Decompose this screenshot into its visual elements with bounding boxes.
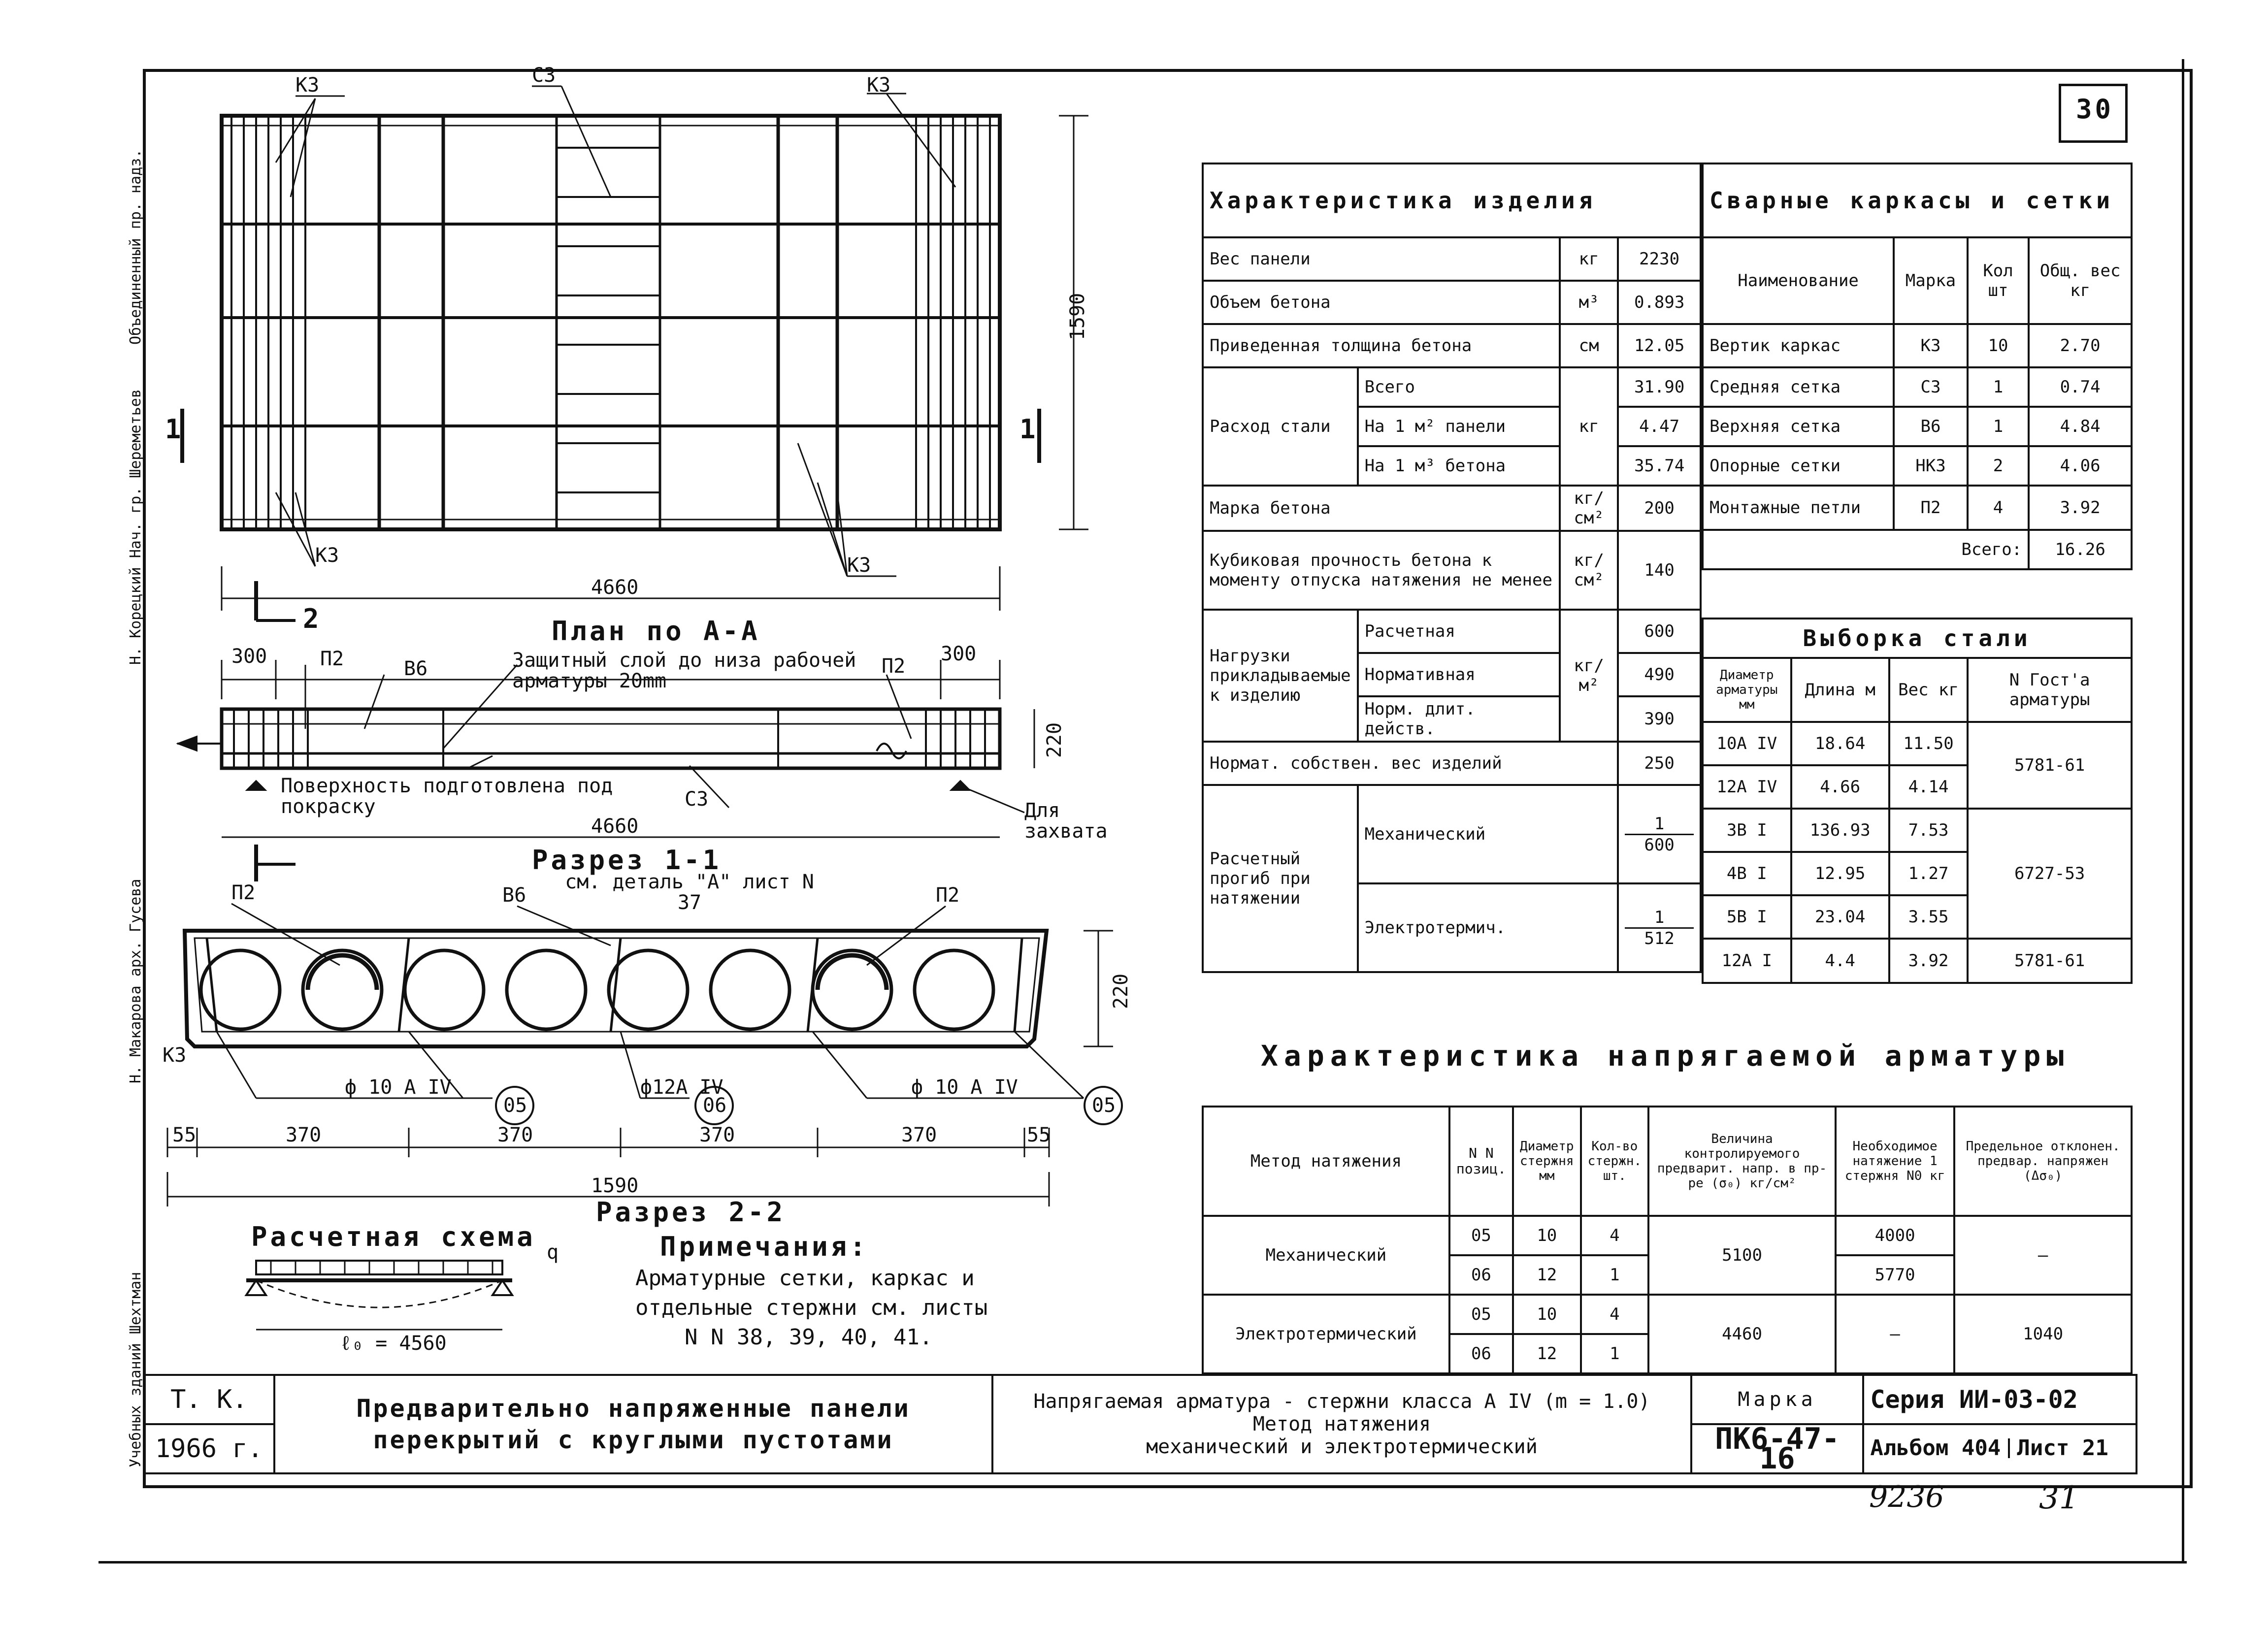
- steel-sel-cell: 4B I: [1703, 852, 1791, 895]
- cube-strength-unit: кг/см²: [1560, 531, 1618, 610]
- welded-cell: П2: [1894, 486, 1968, 530]
- steel-sel-header: Длина м: [1791, 658, 1889, 722]
- reduced-thickness-unit: см: [1560, 324, 1618, 367]
- stamp-desc: [992, 1375, 1691, 1473]
- welded-cell: 1: [1968, 367, 2029, 407]
- s22-dim-2: 370: [497, 1124, 533, 1146]
- stamp-handwritten-2: 31: [2039, 1480, 2079, 1516]
- panel-weight-unit: кг: [1560, 237, 1618, 281]
- calc-scheme-span: ℓ₀ = 4560: [340, 1332, 447, 1355]
- welded-cell: 4: [1968, 486, 2029, 530]
- tension-cell: 06: [1449, 1255, 1513, 1295]
- tension-dev: —: [1954, 1216, 2132, 1295]
- deflection-den: 600: [1644, 835, 1675, 855]
- deflection-row-value: [1618, 785, 1701, 883]
- steel-sel-cell: 3.55: [1889, 895, 1968, 939]
- tension-cell: 4000: [1836, 1216, 1954, 1255]
- tension-cell: 1: [1581, 1255, 1649, 1295]
- stamp-year: 1966 г.: [144, 1424, 274, 1473]
- tension-cell: 05: [1449, 1216, 1513, 1255]
- self-weight-value: 250: [1618, 742, 1701, 785]
- panel-weight-label: Вес панели: [1203, 237, 1560, 281]
- tension-header: Величина контролируемого предварит. напр. в пр-ре (σ₀) кг/см²: [1648, 1107, 1836, 1216]
- concrete-grade-unit: кг/см²: [1560, 486, 1618, 531]
- tension-method: Механический: [1203, 1216, 1449, 1295]
- sheet-number: 30: [2076, 94, 2114, 125]
- tension-cell: 10: [1513, 1216, 1581, 1255]
- cube-strength-value: 140: [1618, 531, 1701, 610]
- stamp-mark-label: Марка: [1691, 1375, 1864, 1424]
- tension-control: 5100: [1648, 1216, 1836, 1295]
- deflection-label: Расчетный прогиб при натяжении: [1203, 785, 1358, 972]
- s22-label-p2-left: П2: [231, 881, 256, 904]
- plan-section-mark-left: 1: [165, 414, 184, 445]
- tension-cell: 06: [1449, 1334, 1513, 1373]
- s11-protect-note: Защитный слой до низа рабочей арматуры 20mm: [512, 649, 856, 692]
- s22-dim-0: 55: [172, 1124, 197, 1146]
- welded-total-label: Всего:: [1703, 530, 2029, 569]
- side-text-bot: Учебных зданий Шехтман: [127, 1271, 144, 1467]
- steel-sel-cell: 5B I: [1703, 895, 1791, 939]
- s22-label-p2-right: П2: [936, 884, 960, 907]
- deflection-num: 1: [1625, 908, 1694, 929]
- tension-cell: —: [1836, 1295, 1954, 1373]
- s22-dim-height: 220: [1110, 973, 1133, 1010]
- side-text-mid: Н. Корецкий Нач. гр. Шереметьев: [127, 389, 144, 665]
- s22-label-b6: В6: [502, 884, 526, 907]
- stamp-album: Альбом 404: [1864, 1438, 2010, 1458]
- steel-sel-header: Вес кг: [1889, 658, 1968, 722]
- welded-cell: С3: [1894, 367, 1968, 407]
- stamp-title: [274, 1375, 992, 1473]
- s11-dim-left: 300: [231, 645, 267, 668]
- welded-table: [1702, 163, 2133, 570]
- welded-cell: НКЗ: [1894, 446, 1968, 486]
- loads-row-value: 490: [1618, 653, 1701, 696]
- reduced-thickness-label: Приведенная толщина бетона: [1203, 324, 1560, 367]
- tension-header: Диаметр стержня мм: [1513, 1107, 1581, 1216]
- steel-sel-cell: 18.64: [1791, 722, 1889, 765]
- plan-label-kz-left: КЗ: [296, 74, 320, 97]
- welded-cell: 10: [1968, 324, 2029, 367]
- plan-label-kz-bottom-right: КЗ: [847, 554, 871, 577]
- steel-sel-cell: 5781-61: [1968, 939, 2132, 983]
- plan-label-kz-bottom-left: КЗ: [315, 544, 339, 567]
- concrete-volume-value: 0.893: [1618, 281, 1701, 324]
- steel-sel-cell: 12.95: [1791, 852, 1889, 895]
- steel-sel-cell: 1.27: [1889, 852, 1968, 895]
- concrete-grade-value: 200: [1618, 486, 1701, 531]
- side-text-low: Н. Макарова арх. Гусева: [127, 879, 144, 1083]
- steel-sel-cell: 12А IV: [1703, 765, 1791, 809]
- welded-cell: Вертик каркас: [1703, 324, 1894, 367]
- tension-method: Электротермический: [1203, 1295, 1449, 1373]
- welded-cell: 1: [1968, 407, 2029, 446]
- calc-scheme-view: [246, 1261, 512, 1330]
- s22-dim-4: 370: [901, 1124, 937, 1146]
- loads-label: Нагрузки прикладываемые к изделию: [1203, 610, 1358, 742]
- deflection-row-value: [1618, 883, 1701, 972]
- s22-bar-left: ф 10 А IV: [345, 1076, 452, 1099]
- s11-label-s3: С3: [685, 788, 709, 811]
- calc-scheme-title: Расчетная схема: [251, 1221, 536, 1252]
- steel-row-label: Всего: [1358, 367, 1560, 407]
- welded-cell: 3.92: [2029, 486, 2132, 530]
- welded-title: Сварные каркасы и сетки: [1703, 163, 2132, 237]
- steel-sel-cell: 10А IV: [1703, 722, 1791, 765]
- s22-title: Разрез 2-2: [596, 1197, 786, 1228]
- concrete-grade-label: Марка бетона: [1203, 486, 1560, 531]
- product-char-title: Характеристика изделия: [1203, 163, 1701, 237]
- loads-row-value: 600: [1618, 610, 1701, 653]
- steel-sel-cell: 7.53: [1889, 809, 1968, 852]
- s11-surface-note: Поверхность подготовлена под покраску: [281, 775, 613, 818]
- steel-row-value: 31.90: [1618, 367, 1701, 407]
- s11-grip-note: Для захвата: [1024, 799, 1108, 843]
- welded-cell: Средняя сетка: [1703, 367, 1894, 407]
- stamp-album-sheet: [1863, 1424, 2137, 1473]
- tension-header: Кол-во стержн. шт.: [1581, 1107, 1649, 1216]
- stamp-tk: Т. К.: [144, 1375, 274, 1424]
- steel-sel-title: Выборка стали: [1703, 619, 2132, 658]
- steel-row-value: 35.74: [1618, 446, 1701, 486]
- stamp-desc-line-2: Метод натяжения: [1252, 1413, 1431, 1435]
- welded-cell: В6: [1894, 407, 1968, 446]
- panel-weight-value: 2230: [1618, 237, 1701, 281]
- welded-header: Общ. вес кг: [2029, 237, 2132, 324]
- stamp-title-line-2: перекрытий с круглыми пустотами: [373, 1426, 894, 1454]
- tension-control: 4460: [1648, 1295, 1836, 1373]
- s22-bar-right: ф 10 А IV: [911, 1076, 1018, 1099]
- stamp-handwritten-1: 9236: [1869, 1480, 1944, 1514]
- notes-line-3: N N 38, 39, 40, 41.: [685, 1325, 933, 1350]
- plan-section-mark-2: 2: [303, 603, 322, 634]
- welded-cell: Опорные сетки: [1703, 446, 1894, 486]
- tension-header: Метод натяжения: [1203, 1107, 1449, 1216]
- tension-cell: 5770: [1836, 1255, 1954, 1295]
- steel-sel-cell: 11.50: [1889, 722, 1968, 765]
- tension-table: [1202, 1106, 2133, 1374]
- calc-scheme-q: q: [547, 1241, 559, 1264]
- deflection-row-label: Механический: [1358, 785, 1618, 883]
- steel-sel-cell: 12А I: [1703, 939, 1791, 983]
- stamp-mark: ПК6-47-16: [1691, 1424, 1864, 1473]
- steel-sel-header: Диаметр арматуры мм: [1703, 658, 1791, 722]
- steel-sel-header: N Гост'а арматуры: [1968, 658, 2132, 722]
- tension-header: Предельное отклонен. предвар. напряжен (Δσ₀): [1954, 1107, 2132, 1216]
- plan-dim-width: 1590: [1066, 293, 1089, 341]
- steel-unit: кг: [1560, 367, 1618, 486]
- tension-cell: 05: [1449, 1295, 1513, 1334]
- tension-cell: 12: [1513, 1255, 1581, 1295]
- tension-header: N N позиц.: [1449, 1107, 1513, 1216]
- s11-label-p2-right: П2: [882, 655, 906, 678]
- tension-cell: 10: [1513, 1295, 1581, 1334]
- welded-cell: 4.84: [2029, 407, 2132, 446]
- welded-cell: Верхняя сетка: [1703, 407, 1894, 446]
- steel-sel-cell: 3.92: [1889, 939, 1968, 983]
- welded-cell: 2: [1968, 446, 2029, 486]
- tension-header: Необходимое натяжение 1 стержня N0 кг: [1836, 1107, 1954, 1216]
- concrete-volume-unit: м³: [1560, 281, 1618, 324]
- product-char-table: [1202, 163, 1702, 973]
- welded-cell: Монтажные петли: [1703, 486, 1894, 530]
- s11-detail-ref: см. деталь "А" лист N 37: [565, 871, 814, 914]
- loads-row-label: Расчетная: [1358, 610, 1560, 653]
- plan-label-s3: С3: [532, 64, 556, 87]
- tension-cell: 4: [1581, 1216, 1649, 1255]
- s22-bar-mid: ф12А IV: [640, 1076, 723, 1099]
- steel-sel-gost: 5781-61: [1968, 722, 2132, 809]
- stamp-sheet: Лист 21: [2017, 1435, 2108, 1461]
- self-weight-label: Нормат. собствен. вес изделий: [1203, 742, 1618, 785]
- steel-row-label: На 1 м² панели: [1358, 407, 1560, 446]
- deflection-num: 1: [1625, 814, 1694, 835]
- loads-row-label: Нормативная: [1358, 653, 1560, 696]
- s11-dim-length: 4660: [591, 815, 639, 838]
- s11-title: Разрез 1-1: [532, 845, 722, 876]
- s11-label-p2-left: П2: [320, 648, 344, 670]
- title-block: [143, 1374, 2137, 1474]
- stamp-title-line-1: Предварительно напряженные панели: [356, 1394, 911, 1423]
- plan-dim-length: 4660: [591, 576, 639, 599]
- steel-label: Расход стали: [1203, 367, 1358, 486]
- steel-row-label: На 1 м³ бетона: [1358, 446, 1560, 486]
- tension-cell: 1: [1581, 1334, 1649, 1373]
- tension-title: Характеристика напрягаемой арматуры: [1261, 1039, 2070, 1073]
- plan-view: [182, 86, 1088, 620]
- s22-pos-left: 05: [503, 1094, 527, 1117]
- cube-strength-label: Кубиковая прочность бетона к моменту отпуска натяжения не менее: [1203, 531, 1560, 610]
- welded-total-value: 16.26: [2029, 530, 2132, 569]
- notes-line-1: Арматурные сетки, каркас и: [635, 1266, 975, 1291]
- steel-sel-gost: 6727-53: [1968, 809, 2132, 939]
- concrete-volume-label: Объем бетона: [1203, 281, 1560, 324]
- s11-dim-height: 220: [1043, 722, 1066, 758]
- steel-sel-cell: 4.4: [1791, 939, 1889, 983]
- steel-row-value: 4.47: [1618, 407, 1701, 446]
- welded-cell: 4.06: [2029, 446, 2132, 486]
- welded-cell: 2.70: [2029, 324, 2132, 367]
- section-2-2-view: [167, 904, 1122, 1206]
- s22-label-kz: КЗ: [163, 1044, 187, 1067]
- steel-sel-cell: 136.93: [1791, 809, 1889, 852]
- s22-dim-3: 370: [699, 1124, 735, 1146]
- side-text-top: Объединенный пр. надз.: [127, 149, 144, 345]
- steel-sel-cell: 23.04: [1791, 895, 1889, 939]
- tension-cell: 4: [1581, 1295, 1649, 1334]
- welded-header: Наименование: [1703, 237, 1894, 324]
- notes-line-2: отдельные стержни см. листы: [635, 1295, 988, 1320]
- s22-dim-5: 55: [1027, 1124, 1051, 1146]
- loads-unit: кг/м²: [1560, 610, 1618, 742]
- tension-dev: 1040: [1954, 1295, 2132, 1373]
- welded-cell: 0.74: [2029, 367, 2132, 407]
- s22-dim-1: 370: [286, 1124, 322, 1146]
- s11-dim-right: 300: [941, 643, 977, 665]
- steel-sel-cell: 3B I: [1703, 809, 1791, 852]
- plan-title: План по А-А: [552, 616, 760, 647]
- welded-header: Кол шт: [1968, 237, 2029, 324]
- stamp-series: Серия ИИ-03-02: [1863, 1375, 2137, 1424]
- plan-label-kz-right: КЗ: [867, 74, 891, 97]
- welded-header: Марка: [1894, 237, 1968, 324]
- deflection-den: 512: [1644, 928, 1675, 948]
- steel-selection-table: [1702, 618, 2133, 984]
- plan-section-mark-right: 1: [1019, 414, 1039, 445]
- welded-cell: КЗ: [1894, 324, 1968, 367]
- s22-dim-total: 1590: [591, 1174, 639, 1197]
- stamp-desc-line-3: механический и электротермический: [1146, 1435, 1538, 1458]
- loads-row-value: 390: [1618, 696, 1701, 742]
- notes-title: Примечания:: [660, 1231, 869, 1262]
- steel-sel-cell: 4.66: [1791, 765, 1889, 809]
- steel-sel-cell: 4.14: [1889, 765, 1968, 809]
- reduced-thickness-value: 12.05: [1618, 324, 1701, 367]
- deflection-row-label: Электротермич.: [1358, 883, 1618, 972]
- s22-pos-right: 05: [1092, 1094, 1116, 1117]
- stamp-desc-line-1: Напрягаемая арматура - стержни класса A IV (m = 1.0): [1033, 1390, 1650, 1413]
- s11-label-b6: В6: [404, 657, 428, 680]
- tension-cell: 12: [1513, 1334, 1581, 1373]
- s22-pos-mid: 06: [703, 1094, 727, 1117]
- loads-row-label: Норм. длит. действ.: [1358, 696, 1560, 742]
